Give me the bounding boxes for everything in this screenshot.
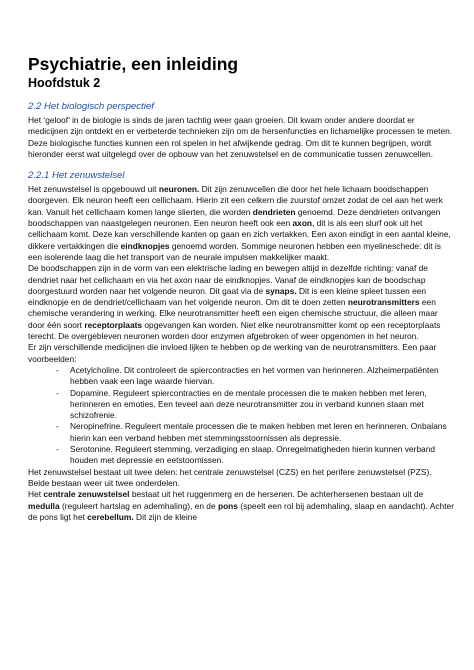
- chapter-heading: Hoofdstuk 2: [28, 76, 101, 90]
- term-pons: pons: [217, 500, 238, 511]
- term-axon: axon: [292, 218, 313, 229]
- paragraph-zenuwstelsel-delen: Het zenuwstelsel bestaat uit twee delen: het centrale zenuwstelsel (CZS) en het perifere zenuwstelsel (PZS). Beide bestaan weer uit twee onderdelen.: [28, 466, 432, 488]
- list-item: - Acetylcholine. Dit controleert de spiercontracties en het vormen van herinneren. Alzheimerpatiënten hebben vaak een lage waarde hiervan.: [56, 365, 454, 388]
- term-eindknopjes: eindknopjes: [120, 240, 170, 251]
- term-neurotransmitters: neurotransmitters: [347, 297, 420, 308]
- term-medulla: medulla: [28, 500, 60, 511]
- neurotransmitter-list: [28, 365, 454, 467]
- paragraph-neurons: Het zenuwstelsel is opgebouwd uit neuronen. Dit zijn zenuwcellen die door het hele lichaam boodschappen doorgeven. Elk neuron heeft een cellichaam. Hierin zit een celkern die zuurstof omzet zodat de cel aan het werk kan. Vanuit het cellichaam komen lange slierten, die worden dendrieten genoemd. Deze dendrieten ontvangen boodschappen van naastgelegen neuronen. Een neuron heeft ook een axon, dit is als een slurf ook uit het cellichaam komt. Deze kan verschillende kanten op gaan en zich vertakken. Een axon eindigt in een aantal kleine, dikkere vertakkingen die eindknopjes genoemd worden. Sommige neuronen hebben een myelineschede: dit is een isolerende laag die het transport van de neurale impulsen makkelijker maakt.: [28, 184, 451, 262]
- section-2-2-paragraph: Het ‘geloof’ in de biologie is sinds de jaren tachtig weer gaan groeien. Dit kwam onder andere doordat er medicijnen zijn ontdekt en er verbeterde technieken zijn om de hersenfuncties en lichamelijke processen te meten. Deze biologische functies kunnen een rol spelen in het afwijkende gedrag. Om dit te kunnen begrijpen, wordt hieronder eerst wat uitgelegd over de opbouw van het zenuwstelsel en de communicatie tussen zenuwcellen.: [28, 115, 453, 159]
- list-item: - Neropinefrine. Reguleert mentale processen die te maken hebben met leren en herinneren. Onbalans hierin kan een verband hebben met stemmingsstoornissen als depressie.: [56, 421, 454, 444]
- term-receptorplaats: receptorplaats: [84, 319, 143, 330]
- section-heading-2-2-1: 2.2.1 Het zenuwstelsel: [28, 170, 125, 182]
- list-item: - Dopamine. Reguleert spiercontracties en de mentale processen die te maken hebben met leren, herinneren en emoties. Een teveel aan deze neurotransmitter zou in verband kunnen staan met schizofrenie.: [56, 388, 454, 422]
- paragraph-synaps: De boodschappen zijn in de vorm van een elektrische lading en bewegen altijd in dezelfde richting: vanaf de dendriet naar het cellichaam en via het axon naar de eindknopjes. Vanaf de eindknopjes kan de boodschap doorgestuurd worden naar het volgende neuron. Dit gaat via de synaps. Dit is een kleine spleet tussen een eindknopje en de dendriet/cellichaam van het volgende neuron. Om dit te doen zetten neurotransmitters een chemische verandering in werking. Elke neurotransmitter heeft een eigen chemische structuur, die alleen maar door één soort receptorplaats opgevangen kan worden. Niet elke neurotransmitter komt op een receptorplaats terecht. De overgebleven neuronen worden door enzymen afgebroken of weer opgenomen in het neuron.: [28, 263, 441, 342]
- document-title: Psychiatrie, een inleiding: [28, 54, 239, 74]
- term-dendrieten: dendrieten: [252, 206, 296, 217]
- term-neuronen: neuronen.: [158, 184, 200, 195]
- list-item: - Serotonine. Reguleert stemming, verzadiging en slaap. Onregelmatigheden hierin kunnen verband houden met depressie en eetstoornissen.: [56, 444, 454, 467]
- paragraph-medicijnen: Er zijn verschillende medicijnen die invloed lijken te hebben op de werking van de neurotransmitters. Een paar voorbeelden:: [28, 342, 437, 364]
- document-page: [28, 54, 454, 523]
- term-centrale-zenuwstelsel: centrale zenuwstelsel: [43, 489, 130, 500]
- paragraph-czs: Het centrale zenuwstelsel bestaat uit het ruggenmerg en de hersenen. De achterhersenen bestaan uit de medulla (reguleert hartslag en ademhaling), en de pons (speelt een rol bij ademhaling, slaap en aandacht). Achter de pons ligt het cerebellum. Dit zijn de kleine: [28, 489, 454, 522]
- term-synaps: synaps.: [265, 285, 297, 296]
- section-heading-2-2: 2.2 Het biologisch perspectief: [28, 101, 154, 112]
- term-cerebellum: cerebellum.: [87, 511, 134, 522]
